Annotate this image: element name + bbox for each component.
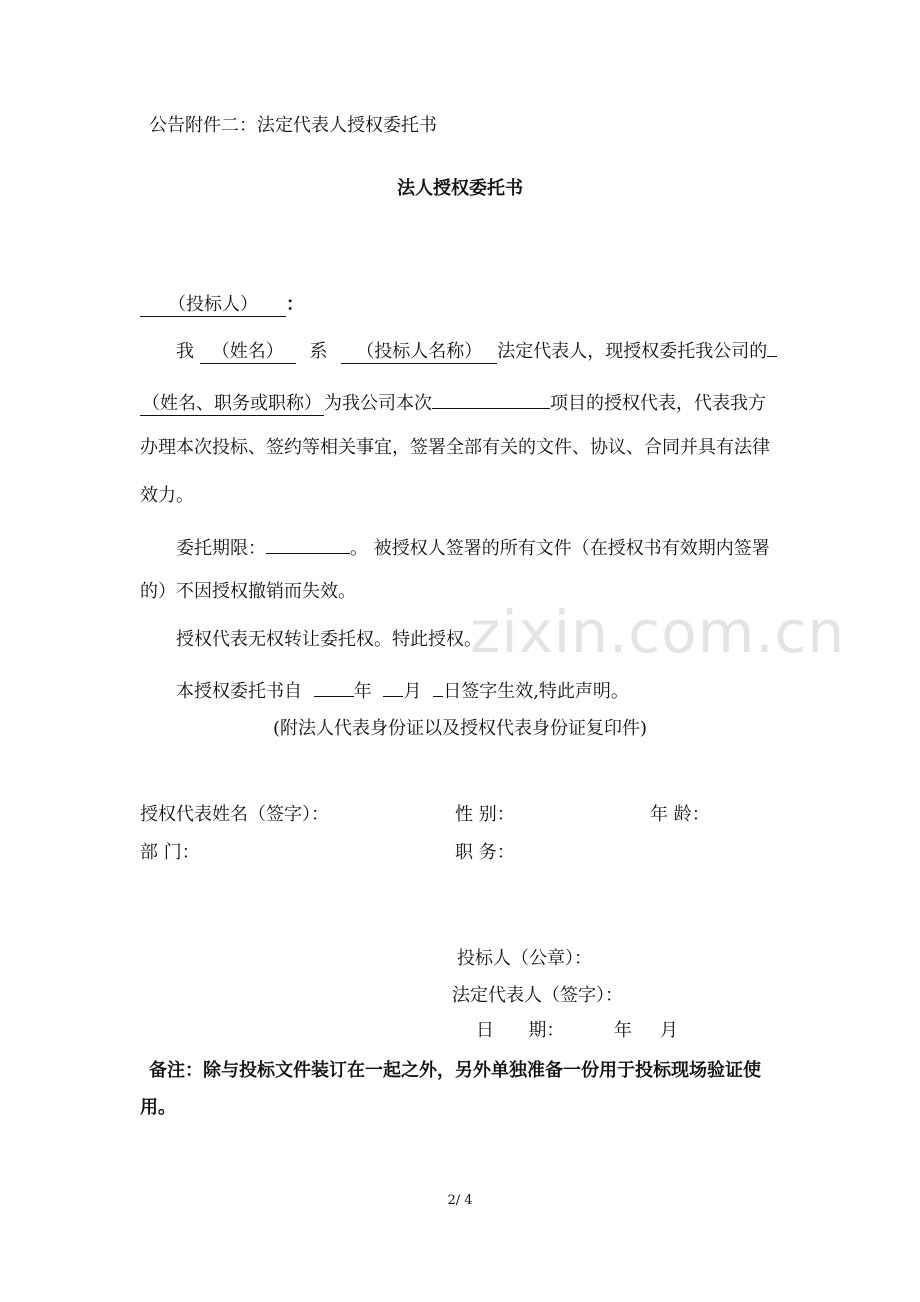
effective-year-label: 年 [353,681,372,702]
authorization-paragraph-line2 [140,388,790,416]
project-blank [432,388,550,409]
remark-line1: 备注：除与投标文件装订在一起之外，另外单独准备一份用于投标现场验证使 [149,1060,761,1081]
term-text: 。 被授权人签署的所有文件（在授权书有效期内签署 [350,538,770,559]
p1-text-b: 系 [309,341,328,362]
trailing-blank [767,356,777,357]
p1-text-a: 我 [176,341,194,362]
effective-day-text: 日签字生效,特此声明。 [443,681,629,702]
p2-text-b: 项目的授权代表，代表我方 [550,393,766,414]
effective-day-blank [433,676,443,697]
p2-text-a: 为我公司本次 [324,393,432,414]
term-line1 [140,533,790,561]
gender-label: 性 别： [455,804,515,825]
delegate-blank: （姓名、职务或职称） [142,393,322,414]
bidder-name-blank: （投标人名称） [341,341,497,364]
term-blank [266,533,350,554]
effective-month-label: 月 [403,681,422,702]
effective-date-line [140,676,790,704]
legal-rep-signature-label: 法定代表人（签字）： [452,985,623,1006]
authorization-paragraph-line3: 办理本次投标、签约等相关事宜，签署全部有关的文件、协议、合同并具有法律 [140,437,770,458]
effective-prefix: 本授权委托书自 [176,681,302,702]
authorization-paragraph-line1 [140,340,790,364]
remark-line2: 用。 [140,1097,176,1118]
delegate-name-label: 授权代表姓名（签字）： [140,804,329,825]
date-year-label: 年 [614,1020,632,1041]
authorization-paragraph-line4: 效力。 [140,485,194,506]
watermark: zixin.com.cn [470,598,846,666]
addressee-colon: ： [286,294,304,315]
name-blank: （姓名） [200,341,296,364]
effective-month-blank [383,676,403,697]
department-label: 部 门： [140,842,200,863]
page-number: 2/ 4 [447,1193,473,1208]
bidder-seal-label: 投标人（公章）： [457,948,592,969]
addressee-line [140,293,304,317]
bidder-blank: （投标人） [140,294,286,317]
date-month-label: 月 [660,1020,678,1041]
document-title: 法人授权委托书 [397,178,523,199]
annex-title: 公告附件二：法定代表人授权委托书 [149,115,437,136]
effective-year-blank [314,676,354,697]
term-line2: 的）不因授权撤销而失效。 [140,581,356,602]
term-label: 委托期限： [176,538,266,559]
date-label: 日 期： [476,1020,565,1041]
age-label: 年 龄： [650,804,710,825]
no-transfer-line: 授权代表无权转让委托权。特此授权。 [176,629,482,650]
position-label: 职 务： [455,842,515,863]
p1-text-c: 法定代表人，现授权委托我公司的 [497,341,768,362]
attachment-note: (附法人代表身份证以及授权代表身份证复印件) [272,718,648,739]
